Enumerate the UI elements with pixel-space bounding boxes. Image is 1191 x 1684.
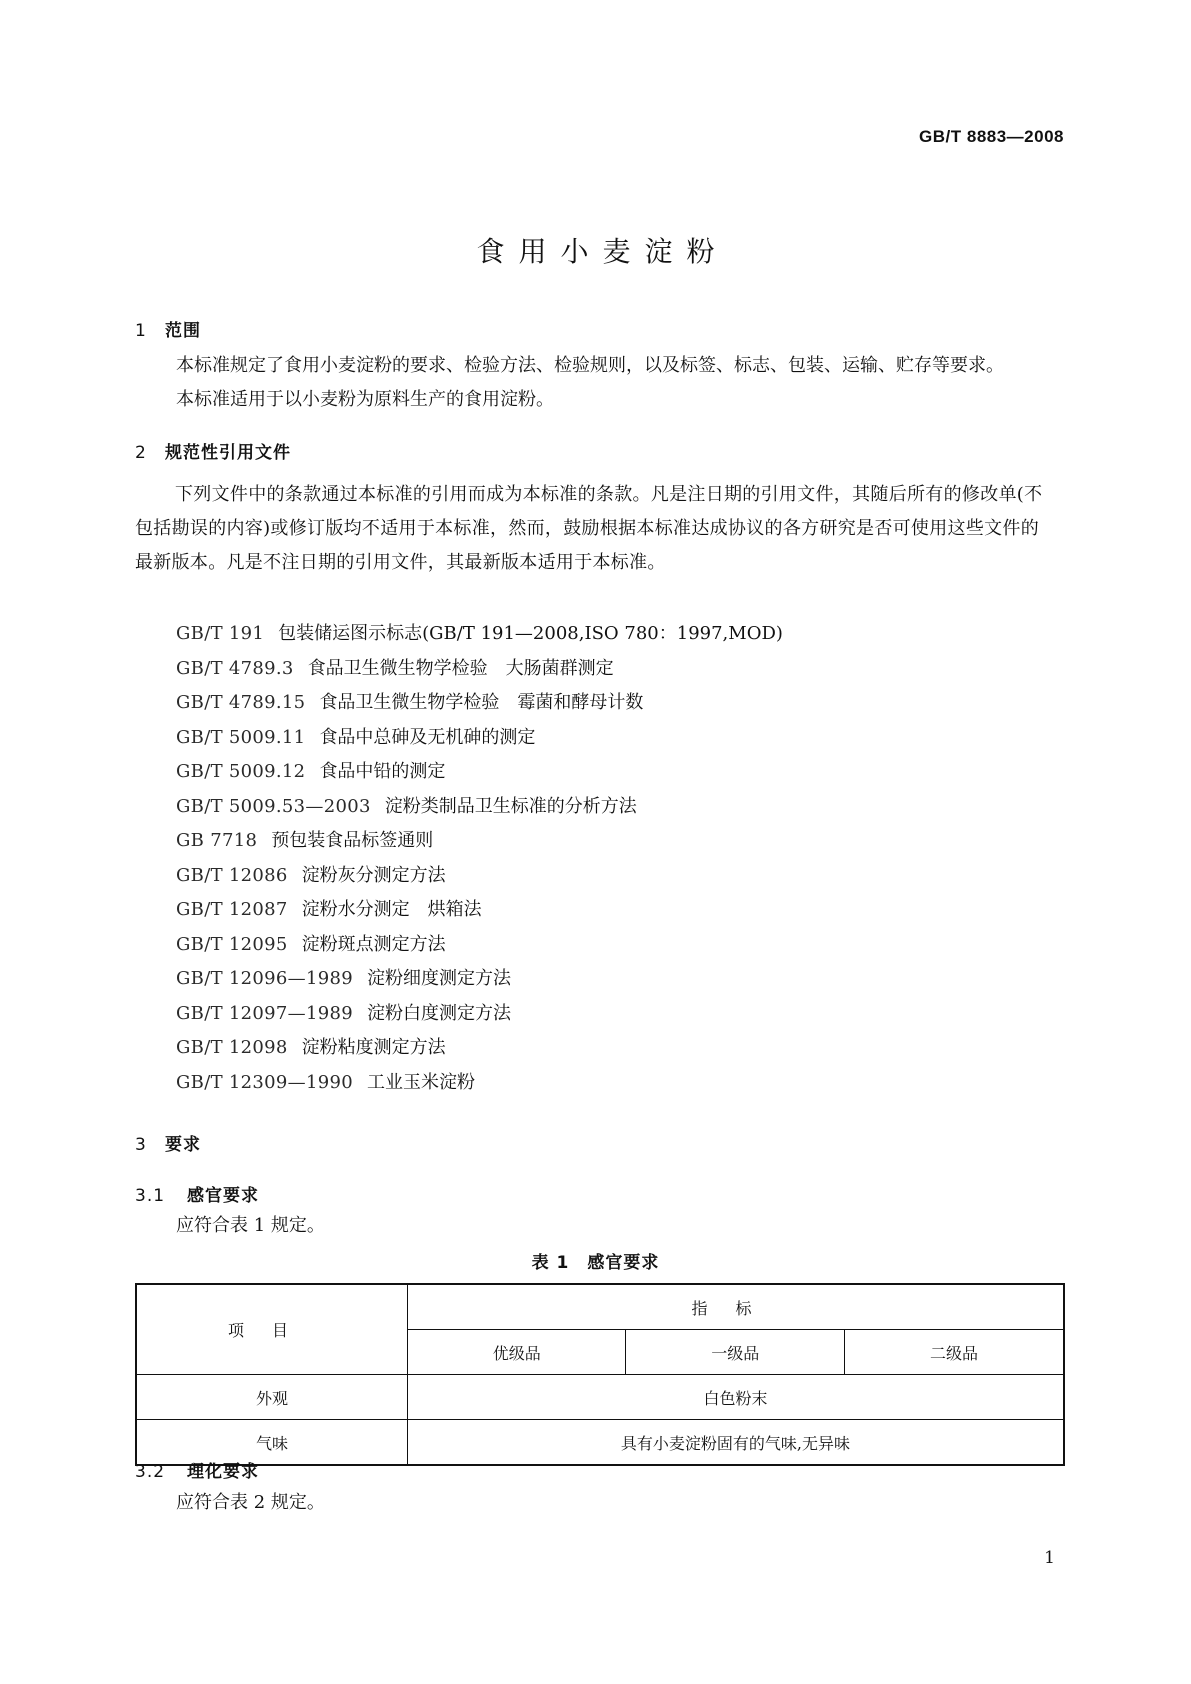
- reference-item: [176, 691, 783, 726]
- section-1-title: 范围: [165, 321, 201, 341]
- section-2-intro: 下列文件中的条款通过本标准的引用而成为本标准的条款。凡是注日期的引用文件，其随后所有的修改单(不包括勘误的内容)或修订版均不适用于本标准，然而，鼓励根据本标准达成协议的各方研究是否可使用这些文件的最新版本。凡是不注日期的引用文件，其最新版本适用于本标准。: [135, 484, 1043, 573]
- reference-item: [176, 1071, 783, 1106]
- section-3-1-text: 应符合表 1 规定。: [176, 1215, 325, 1236]
- index-header-cell: 指标: [407, 1284, 1064, 1330]
- reference-code: GB/T 191: [176, 623, 265, 644]
- reference-code: GB/T 12086: [176, 864, 288, 886]
- row-item-cell: 外观: [136, 1375, 407, 1420]
- reference-title: 淀粉水分测定 烘箱法: [301, 899, 482, 920]
- reference-title: 淀粉白度测定方法: [366, 1002, 511, 1024]
- section-1-paragraph-2: 本标准适用于以小麦粉为原料生产的食用淀粉。: [176, 389, 554, 410]
- reference-code: GB/T 12087: [176, 899, 288, 920]
- reference-code: GB/T 12095: [176, 933, 288, 955]
- section-3-number: 3: [135, 1135, 147, 1155]
- reference-title: 食品中总砷及无机砷的测定: [319, 726, 536, 748]
- reference-item: [176, 864, 783, 899]
- reference-item: [176, 898, 783, 933]
- reference-code: GB/T 5009.12: [176, 761, 306, 782]
- reference-title: 淀粉细度测定方法: [366, 968, 511, 989]
- reference-item: [176, 933, 783, 968]
- table-1-caption-title: 感官要求: [587, 1253, 660, 1273]
- item-header-cell: 项目: [136, 1284, 407, 1375]
- reference-code: GB/T 12098: [176, 1037, 288, 1058]
- section-3-2-number: 3.2: [135, 1462, 166, 1482]
- reference-code: GB/T 12096—1989: [176, 968, 353, 989]
- page-number: 1: [1044, 1548, 1055, 1568]
- section-3-1-heading: [135, 1181, 259, 1206]
- section-3-heading: [135, 1130, 201, 1155]
- reference-list: [176, 622, 783, 1105]
- reference-item: [176, 1002, 783, 1037]
- grade-header-cell: 优级品: [407, 1330, 626, 1375]
- reference-code: GB 7718: [176, 830, 258, 851]
- document-title: 食用小麦淀粉: [476, 235, 729, 268]
- reference-item: [176, 657, 783, 692]
- reference-title: 预包装食品标签通则: [271, 830, 434, 851]
- reference-code: GB/T 12097—1989: [176, 1002, 353, 1024]
- row-value-cell: 白色粉末: [407, 1375, 1064, 1420]
- grade-header-cell: 二级品: [844, 1330, 1064, 1375]
- reference-item: [176, 760, 783, 795]
- reference-title: 工业玉米淀粉: [366, 1071, 475, 1093]
- table-row: [136, 1375, 1064, 1420]
- reference-title: 淀粉粘度测定方法: [301, 1037, 446, 1058]
- section-1-paragraph-1: 本标准规定了食用小麦淀粉的要求、检验方法、检验规则，以及标签、标志、包装、运输、贮存等要求。: [176, 355, 1004, 376]
- section-3-2-text: 应符合表 2 规定。: [176, 1492, 325, 1513]
- row-value-cell: 具有小麦淀粉固有的气味,无异味: [407, 1420, 1064, 1466]
- reference-code: GB/T 5009.11: [176, 726, 306, 748]
- reference-title: 食品中铅的测定: [319, 761, 446, 782]
- standard-code: GB/T 8883—2008: [919, 127, 1064, 146]
- table-header-row: [136, 1284, 1064, 1330]
- reference-item: [176, 829, 783, 864]
- table-row: [136, 1420, 1064, 1466]
- table-1: [135, 1283, 1065, 1466]
- section-3-2-heading: [135, 1457, 259, 1482]
- reference-item: [176, 795, 783, 830]
- reference-title: 食品卫生微生物学检验 大肠菌群测定: [307, 657, 614, 679]
- reference-title: 淀粉灰分测定方法: [301, 864, 446, 886]
- reference-title: 食品卫生微生物学检验 霉菌和酵母计数: [319, 692, 644, 713]
- reference-title: 包装储运图示标志(GB/T 191—2008,ISO 780：1997,MOD): [278, 623, 783, 644]
- reference-code: GB/T 12309—1990: [176, 1071, 353, 1093]
- grade-header-cell: 一级品: [626, 1330, 845, 1375]
- reference-item: [176, 622, 783, 657]
- section-3-title: 要求: [165, 1135, 201, 1155]
- reference-title: 淀粉类制品卫生标准的分析方法: [384, 795, 637, 817]
- reference-code: GB/T 4789.15: [176, 692, 306, 713]
- reference-item: [176, 726, 783, 761]
- section-2-heading: [135, 438, 291, 463]
- table-1-caption: [0, 1248, 1191, 1273]
- section-1-heading: [135, 316, 201, 341]
- reference-code: GB/T 4789.3: [176, 657, 294, 679]
- section-3-1-number: 3.1: [135, 1186, 166, 1206]
- section-3-1-title: 感官要求: [187, 1186, 259, 1206]
- section-3-2-title: 理化要求: [187, 1462, 259, 1482]
- reference-item: [176, 1036, 783, 1071]
- section-1-number: 1: [135, 321, 147, 341]
- reference-item: [176, 967, 783, 1002]
- section-2-title: 规范性引用文件: [165, 443, 291, 463]
- reference-code: GB/T 5009.53—2003: [176, 795, 371, 817]
- row-item-cell: 气味: [136, 1420, 407, 1466]
- section-2-number: 2: [135, 443, 147, 463]
- table-1-caption-number: 表 1: [531, 1253, 570, 1273]
- reference-title: 淀粉斑点测定方法: [301, 933, 446, 955]
